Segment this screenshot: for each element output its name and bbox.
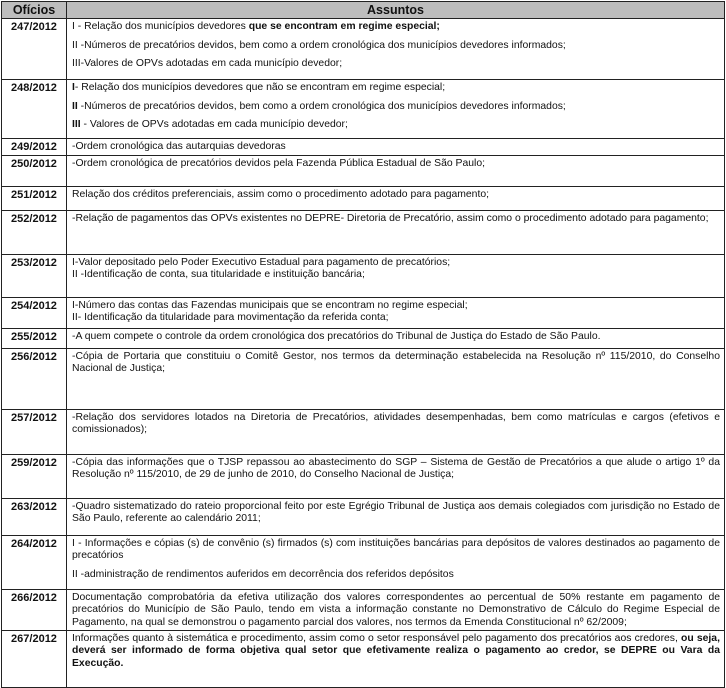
assunto-line: [72, 158, 720, 171]
table-row: [2, 186, 725, 210]
assunto-line: [72, 269, 720, 282]
oficio-number: 252/2012: [2, 210, 67, 254]
assunto-line: [72, 101, 720, 114]
assunto-cell: [67, 348, 725, 409]
table-row: [2, 210, 725, 254]
assunto-bold-text: I: [72, 82, 75, 93]
table-row: [2, 155, 725, 186]
assunto-text: Relação dos créditos preferenciais, assim como o procedimento adotado para pagamento;: [72, 188, 490, 200]
assunto-text: -Quadro sistematizado do rateio proporcional feito por este Egrégio Tribunal de Justiça aos demais colegiados com jurisdição no Estado de São Paulo, referente ao calendário 2011;: [72, 500, 720, 525]
assunto-line: [72, 351, 720, 376]
assunto-line: [72, 331, 720, 344]
oficios-table: [1, 1, 725, 688]
assunto-line: [72, 58, 720, 71]
oficio-number: 267/2012: [2, 630, 67, 687]
assunto-line: [72, 569, 720, 582]
oficio-number: 253/2012: [2, 254, 67, 297]
assunto-line: [72, 21, 720, 34]
assunto-text: I-Valor depositado pelo Poder Executivo Estadual para pagamento de precatórios;: [72, 256, 451, 268]
table-row: [2, 328, 725, 348]
assunto-cell: [67, 254, 725, 297]
assunto-text: I-Número das contas das Fazendas municipais que se encontram no regime especial;: [72, 299, 468, 311]
table-row: [2, 498, 725, 535]
assunto-text: -Ordem cronológica de precatórios devidos pela Fazenda Pública Estadual de São Paulo;: [72, 157, 485, 169]
assunto-text: -A quem compete o controle da ordem cronológica dos precatórios do Tribunal de Justiça do Estado de São Paulo.: [72, 330, 601, 342]
assunto-cell: [67, 589, 725, 630]
assunto-text: -Números de precatórios devidos, bem como a ordem cronológica dos municípios devedores informados;: [77, 100, 566, 112]
assunto-line: [72, 300, 720, 313]
assunto-cell: [67, 454, 725, 498]
assunto-cell: [67, 186, 725, 210]
header-oficios: Ofícios: [2, 2, 67, 19]
assunto-line: [72, 501, 720, 526]
assunto-text: II -Identificação de conta, sua titularidade e instituição bancária;: [72, 269, 365, 281]
oficio-number: 254/2012: [2, 297, 67, 328]
table-row: [2, 254, 725, 297]
assunto-line: [72, 592, 720, 630]
assunto-cell: [67, 138, 725, 155]
assunto-line: [72, 213, 720, 226]
oficio-number: 250/2012: [2, 155, 67, 186]
assunto-line: [72, 141, 720, 154]
assunto-cell: [67, 630, 725, 687]
header-row: [2, 2, 725, 19]
assunto-line: [72, 119, 720, 132]
assunto-cell: [67, 535, 725, 589]
assunto-bold-text: ou seja, deverá ser informado de forma objetiva qual setor que efetivamente realiza o pagamento ao credor, se DEPRE ou Vara da Execução.: [72, 632, 720, 669]
assunto-line: [72, 189, 720, 202]
assunto-text: Informações quanto à sistemática e procedimento, assim como o setor responsável pelo pagamento dos precatórios aos credores,: [72, 632, 682, 644]
assunto-cell: [67, 155, 725, 186]
assunto-line: [72, 633, 720, 671]
assunto-line: [72, 412, 720, 437]
assunto-cell: [67, 80, 725, 139]
assunto-line: [72, 538, 720, 563]
table-row: [2, 138, 725, 155]
header-assuntos: Assuntos: [67, 2, 725, 19]
assunto-text: - Relação dos municípios devedores que não se encontram em regime especial;: [74, 82, 446, 93]
assunto-text: -Ordem cronológica das autarquias devedoras: [72, 140, 286, 152]
assunto-line: [72, 257, 720, 270]
table-row: [2, 80, 725, 139]
assunto-text: -Cópia de Portaria que constituiu o Comitê Gestor, nos termos da determinação estabelecida na Resolução nº 115/2010, do Conselho Nacional de Justiça;: [72, 350, 720, 375]
oficio-number: 249/2012: [2, 138, 67, 155]
assunto-text: III-Valores de OPVs adotadas em cada município devedor;: [72, 58, 343, 70]
table-row: [2, 19, 725, 80]
assunto-line: [72, 82, 720, 95]
assunto-text: -Cópia das informações que o TJSP repassou ao abastecimento do SGP – Sistema de Gestão de Precatórios a que alude o artigo 1º da Resolução nº 115/2010, de 29 de junho de 2010, do Conselho Nacional de Justiça;: [72, 456, 720, 481]
table-row: [2, 589, 725, 630]
assunto-text: - Valores de OPVs adotadas em cada município devedor;: [80, 119, 348, 131]
oficio-number: 259/2012: [2, 454, 67, 498]
assunto-text: -Relação de pagamentos das OPVs existentes no DEPRE- Diretoria de Precatório, assim como o procedimento adotado para pagamento;: [72, 212, 709, 224]
assunto-text: II -Números de precatórios devidos, bem como a ordem cronológica dos municípios devedores informados;: [72, 39, 566, 51]
assunto-text: II -administração de rendimentos auferidos em decorrência dos referidos depósitos: [72, 568, 454, 580]
oficio-number: 248/2012: [2, 80, 67, 139]
table-row: [2, 454, 725, 498]
table-row: [2, 535, 725, 589]
assunto-text: Documentação comprobatória da efetiva utilização dos valores correspondentes ao percentual de 50% restante em pagamento de precatórios do Município de São Paulo, tendo em vista a informação constante no Demonstrativo de Cálculo do Regime Especial de Pagamento, na qual se demonstrou o pagamento parcial dos valores, nos termos da Emenda Constitucional nº 62/2009;: [72, 591, 720, 628]
assunto-line: [72, 312, 720, 325]
assunto-line: [72, 40, 720, 53]
oficio-number: 257/2012: [2, 409, 67, 454]
oficio-number: 255/2012: [2, 328, 67, 348]
table-row: [2, 297, 725, 328]
assunto-line: [72, 457, 720, 482]
oficio-number: 266/2012: [2, 589, 67, 630]
assunto-cell: [67, 498, 725, 535]
assunto-cell: [67, 210, 725, 254]
assunto-text: -Relação dos servidores lotados na Diretoria de Precatórios, atividades desempenhadas, bem como matrículas e cargos (efetivos e comissionados);: [72, 411, 720, 436]
oficio-number: 256/2012: [2, 348, 67, 409]
oficio-number: 251/2012: [2, 186, 67, 210]
table-row: [2, 348, 725, 409]
assunto-bold-text: que se encontram em regime especial;: [248, 21, 440, 32]
table-row: [2, 409, 725, 454]
assunto-cell: [67, 328, 725, 348]
oficio-number: 263/2012: [2, 498, 67, 535]
assunto-cell: [67, 409, 725, 454]
oficio-number: 264/2012: [2, 535, 67, 589]
assunto-text: I - Relação dos municípios devedores: [72, 21, 249, 32]
table-row: [2, 630, 725, 687]
assunto-bold-text: II: [72, 100, 78, 112]
assunto-cell: [67, 19, 725, 80]
assunto-bold-text: III: [72, 119, 81, 131]
oficio-number: 247/2012: [2, 19, 67, 80]
assunto-cell: [67, 297, 725, 328]
assunto-text: II- Identificação da titularidade para movimentação da referida conta;: [72, 312, 389, 324]
assunto-text: I - Informações e cópias (s) de convênio (s) firmados (s) com instituições bancárias para depósitos de valores destinados ao pagamento de precatórios: [72, 537, 720, 562]
